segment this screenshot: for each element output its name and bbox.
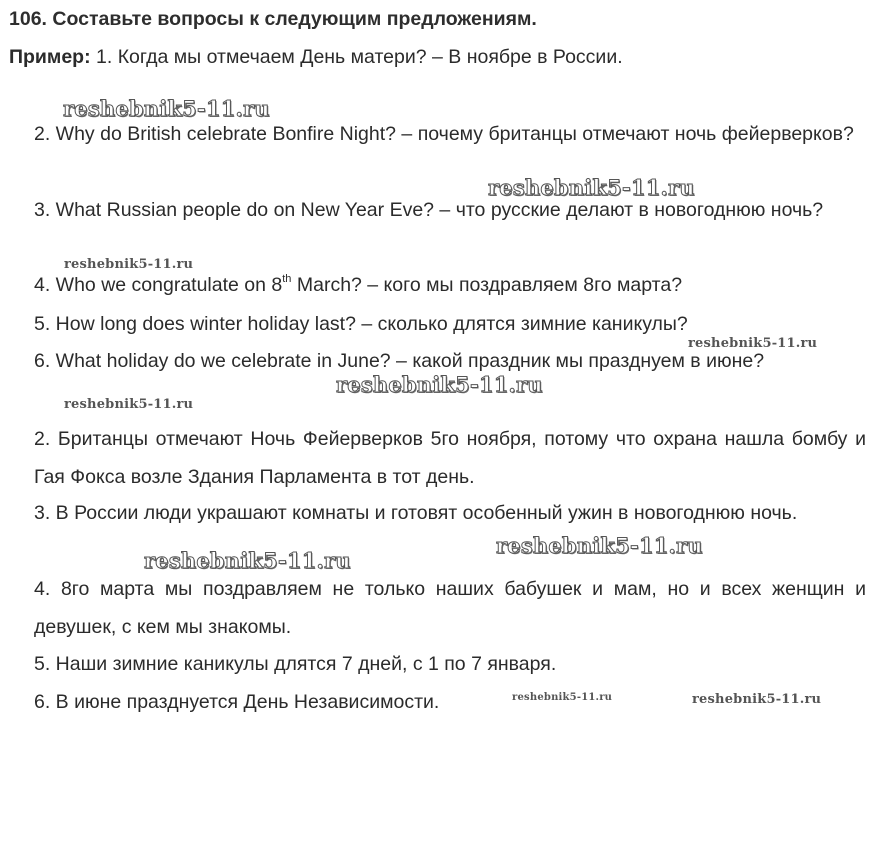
item-number: 4.	[34, 274, 51, 296]
answer-text: Британцы отмечают Ночь Фейерверков 5го ноября, потому что охрана нашла бомбу и Гая Фокса возле Здания Парламента в тот день.	[34, 428, 866, 488]
watermark: reshebnik5-11.ru	[63, 96, 270, 121]
answer-text: В России люди украшают комнаты и готовят особенный ужин в новогоднюю ночь.	[50, 502, 798, 524]
watermark: reshebnik5-11.ru	[692, 692, 822, 707]
watermark: reshebnik5-11.ru	[64, 397, 194, 412]
example-line	[9, 46, 623, 69]
answer-item-5	[34, 645, 866, 683]
watermark: reshebnik5-11.ru	[488, 175, 695, 200]
item-number: 2.	[34, 428, 51, 450]
answer-text: Наши зимние каникулы длятся 7 дней, с 1 по 7 января.	[50, 653, 557, 675]
item-number: 4.	[34, 578, 51, 600]
answer-text: В июне празднуется День Независимости.	[50, 691, 440, 713]
example-text: 1. Когда мы отмечаем День матери? – В ноябре в России.	[90, 46, 623, 68]
answer-text: 8го марта мы поздравляем не только наших бабушек и мам, но и всех женщин и девушек, с кем мы знакомы.	[34, 578, 866, 638]
question-text-before: Who we congratulate on 8	[50, 274, 283, 296]
item-number: 5.	[34, 313, 51, 335]
item-number: 5.	[34, 653, 51, 675]
item-number: 3.	[34, 199, 51, 221]
question-text: How long does winter holiday last? – сколько длятся зимние каникулы?	[50, 313, 688, 335]
item-number: 6.	[34, 691, 51, 713]
answer-item-3	[34, 494, 866, 532]
watermark: reshebnik5-11.ru	[144, 548, 351, 573]
question-text: What Russian people do on New Year Eve? – что русские делают в новогоднюю ночь?	[50, 199, 824, 221]
answer-item-4	[34, 570, 866, 646]
item-number: 6.	[34, 350, 51, 372]
watermark: reshebnik5-11.ru	[512, 692, 613, 703]
question-text-after: March? – кого мы поздравляем 8го марта?	[291, 274, 683, 296]
exercise-title: 106. Составьте вопросы к следующим предложениям.	[9, 8, 537, 30]
watermark: reshebnik5-11.ru	[64, 257, 194, 272]
item-number: 2.	[34, 123, 51, 145]
question-text: Why do British celebrate Bonfire Night? – почему британцы отмечают ночь фейерверков?	[50, 123, 854, 145]
ordinal-superscript: th	[282, 272, 292, 285]
question-item-3	[34, 191, 866, 229]
watermark: reshebnik5-11.ru	[688, 336, 818, 351]
answer-item-2	[34, 420, 866, 496]
watermark: reshebnik5-11.ru	[336, 372, 543, 397]
example-label: Пример:	[9, 46, 91, 68]
question-text: What holiday do we celebrate in June? – какой праздник мы празднуем в июне?	[50, 350, 765, 372]
watermark: reshebnik5-11.ru	[496, 533, 703, 558]
item-number: 3.	[34, 502, 51, 524]
